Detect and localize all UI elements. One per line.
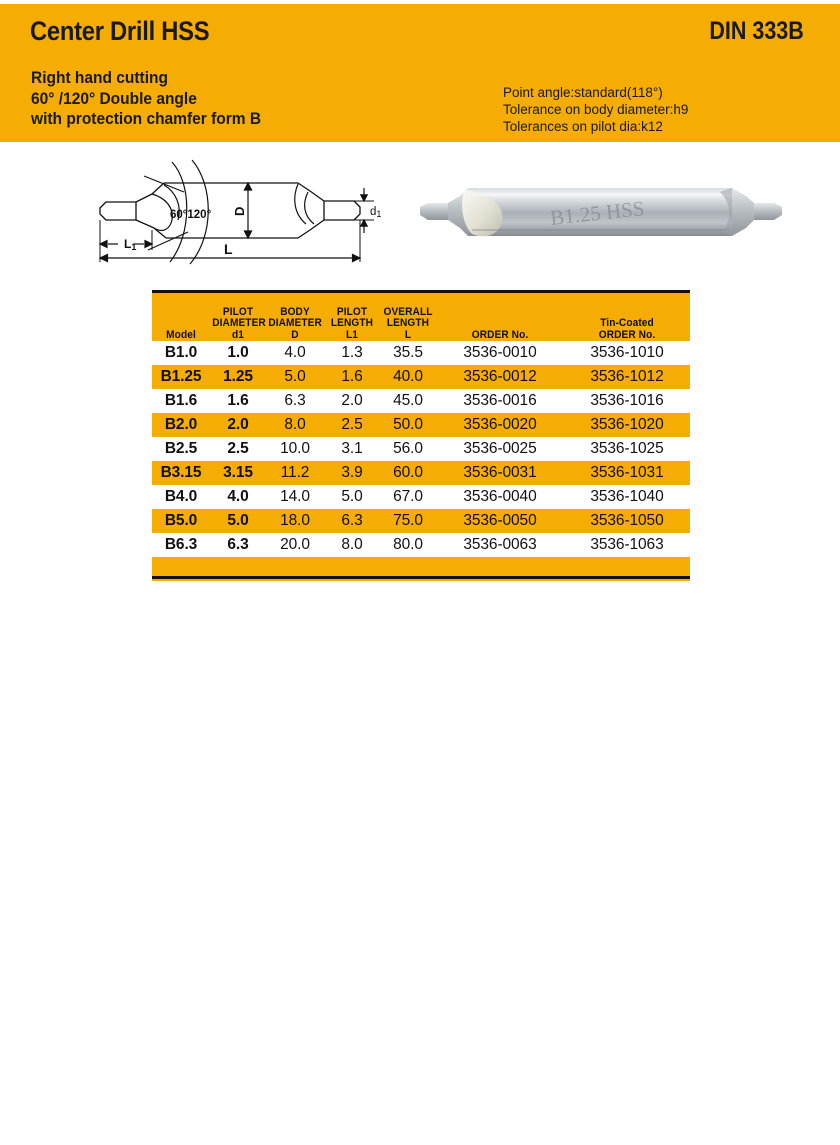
cell-model: B2.0 — [164, 416, 198, 433]
cell-body-diameter: 20.0 — [280, 536, 310, 553]
cell-pilot-length: 8.0 — [341, 536, 363, 553]
header-band — [0, 4, 840, 142]
product-engraving-text: B1.25 HSS — [549, 196, 646, 230]
drawing-label-pilot-diameter: d1 — [370, 206, 382, 219]
cell-overall-length: 45.0 — [393, 392, 423, 409]
cell-pilot-diameter: 3.15 — [223, 464, 253, 481]
column-header-pilot-length: PILOT LENGTH L1 — [330, 305, 374, 341]
cell-pilot-diameter: 2.0 — [227, 416, 249, 433]
standard-label: DIN 333B — [709, 17, 804, 45]
cell-tin-order-no: 3536-1016 — [590, 392, 664, 409]
cell-overall-length: 50.0 — [393, 416, 423, 433]
table-body — [152, 341, 690, 581]
cell-pilot-diameter: 6.3 — [227, 536, 249, 553]
table-header-row — [152, 293, 690, 341]
description-line-2: 60° /120° Double angle — [31, 89, 197, 108]
table-row — [152, 341, 690, 365]
cell-pilot-length: 3.1 — [341, 440, 363, 457]
cell-order-no: 3536-0040 — [463, 488, 537, 505]
cell-overall-length: 40.0 — [393, 368, 423, 385]
page-title: Center Drill HSS — [30, 16, 210, 46]
column-header-body-diameter: BODY DIAMETER D — [268, 305, 322, 341]
cell-pilot-diameter: 1.0 — [227, 344, 249, 361]
cell-model: B1.6 — [164, 392, 198, 409]
column-header-overall-length: OVERALL LENGTH L — [383, 305, 433, 341]
table-row — [152, 533, 690, 557]
column-header-model: Model — [166, 328, 196, 341]
cell-pilot-length: 1.6 — [341, 368, 363, 385]
cell-model: B3.15 — [160, 464, 202, 481]
cell-tin-order-no: 3536-1031 — [590, 464, 664, 481]
cell-tin-order-no: 3536-1063 — [590, 536, 664, 553]
cell-pilot-length: 1.3 — [341, 344, 363, 361]
cell-pilot-diameter: 5.0 — [227, 512, 249, 529]
cell-model: B1.25 — [160, 368, 202, 385]
specification-notes — [503, 84, 688, 135]
cell-order-no: 3536-0020 — [463, 416, 537, 433]
cell-overall-length: 35.5 — [393, 344, 423, 361]
cell-body-diameter: 6.3 — [284, 392, 306, 409]
description-line-1: Right hand cutting — [31, 69, 168, 87]
cell-order-no: 3536-0012 — [463, 368, 537, 385]
cell-pilot-length: 3.9 — [341, 464, 363, 481]
cell-body-diameter: 10.0 — [280, 440, 310, 457]
drawing-label-angle: 60°120° — [170, 209, 212, 221]
cell-tin-order-no: 3536-1040 — [590, 488, 664, 505]
cell-body-diameter: 8.0 — [284, 416, 306, 433]
table-row — [152, 365, 690, 389]
cell-body-diameter: 18.0 — [280, 512, 310, 529]
cell-order-no: 3536-0031 — [463, 464, 537, 481]
description-line-3: with protection chamfer form B — [31, 110, 262, 128]
cell-model: B2.5 — [164, 440, 198, 457]
cell-tin-order-no: 3536-1010 — [590, 344, 664, 361]
table-row — [152, 437, 690, 461]
product-description — [31, 68, 261, 130]
cell-pilot-diameter: 4.0 — [227, 488, 249, 505]
cell-order-no: 3536-0025 — [463, 440, 537, 457]
table-bottom-rule — [152, 576, 690, 579]
cell-order-no: 3536-0016 — [463, 392, 537, 409]
cell-pilot-length: 6.3 — [341, 512, 363, 529]
table-row — [152, 461, 690, 485]
cell-tin-order-no: 3536-1020 — [590, 416, 664, 433]
cell-pilot-length: 2.0 — [341, 392, 363, 409]
cell-overall-length: 75.0 — [393, 512, 423, 529]
cell-model: B4.0 — [164, 488, 198, 505]
table-row — [152, 413, 690, 437]
cell-tin-order-no: 3536-1025 — [590, 440, 664, 457]
specification-table — [152, 290, 690, 581]
table-row — [152, 389, 690, 413]
cell-tin-order-no: 3536-1050 — [590, 512, 664, 529]
cell-order-no: 3536-0050 — [463, 512, 537, 529]
cell-order-no: 3536-0010 — [463, 344, 537, 361]
cell-order-no: 3536-0063 — [463, 536, 537, 553]
cell-pilot-length: 5.0 — [341, 488, 363, 505]
column-header-order-no: ORDER No. — [471, 328, 529, 341]
cell-model: B6.3 — [164, 536, 198, 553]
drawing-label-body-diameter: D — [232, 206, 247, 216]
cell-model: B1.0 — [164, 344, 198, 361]
figures-row — [0, 150, 840, 275]
cell-pilot-diameter: 1.25 — [223, 368, 253, 385]
table-row — [152, 509, 690, 533]
drawing-label-pilot-length: L1 — [124, 237, 137, 252]
cell-overall-length: 60.0 — [393, 464, 423, 481]
center-drill-dimension-drawing — [92, 158, 392, 268]
cell-model: B5.0 — [164, 512, 198, 529]
cell-body-diameter: 11.2 — [280, 464, 310, 481]
cell-overall-length: 67.0 — [393, 488, 423, 505]
center-drill-product-photo — [402, 162, 794, 260]
cell-overall-length: 56.0 — [393, 440, 423, 457]
cell-overall-length: 80.0 — [393, 536, 423, 553]
table-row — [152, 485, 690, 509]
drawing-label-overall-length: L — [224, 241, 233, 257]
cell-body-diameter: 14.0 — [280, 488, 310, 505]
spec-line-1: Point angle:standard(118°) — [503, 85, 663, 100]
cell-tin-order-no: 3536-1012 — [590, 368, 664, 385]
column-header-tin-coated-order-no: Tin-Coated ORDER No. — [598, 317, 656, 341]
spec-line-3: Tolerances on pilot dia:k12 — [503, 119, 663, 134]
cell-pilot-diameter: 1.6 — [227, 392, 249, 409]
cell-pilot-length: 2.5 — [341, 416, 363, 433]
cell-pilot-diameter: 2.5 — [227, 440, 249, 457]
column-header-pilot-diameter: PILOT DIAMETER d1 — [212, 305, 266, 341]
cell-body-diameter: 4.0 — [284, 344, 306, 361]
spec-line-2: Tolerance on body diameter:h9 — [503, 102, 689, 117]
cell-body-diameter: 5.0 — [284, 368, 306, 385]
